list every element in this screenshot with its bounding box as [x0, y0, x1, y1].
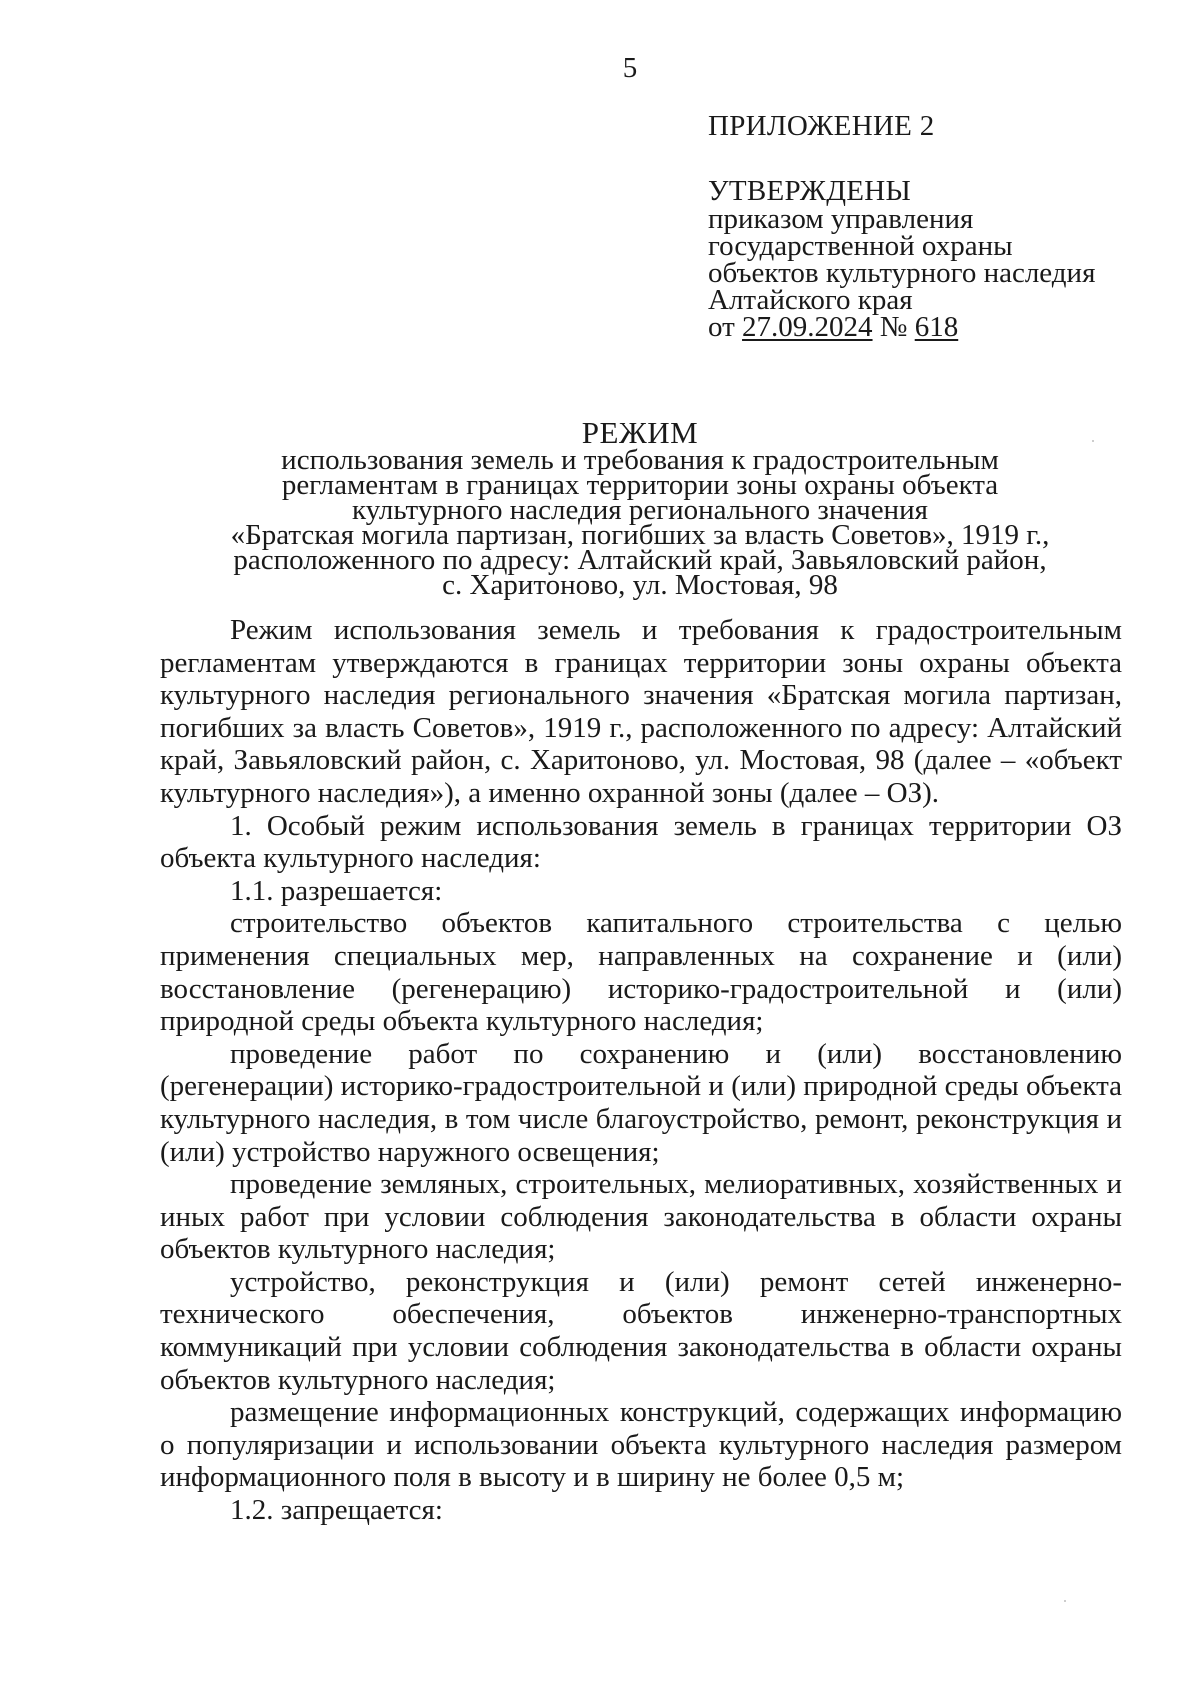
appendix-label: ПРИЛОЖЕНИЕ 2 — [708, 110, 935, 142]
approval-line: приказом управления — [708, 203, 974, 235]
intro-paragraph: Режим использования земель и требования к градостроительным регламентам утверждаются в границах территории зоны охраны объекта культурного наследия регионального значения «Братская могила партизан, погибших за власть Советов», 1919 г., расположенного по адресу: Алтайский край, Завьяловский район, с. Харитоново, ул. Мостовая, 98 (далее – «объект культурного наследия»), а именно охранной зоны (далее – ОЗ). — [160, 614, 1122, 809]
allowed-item: размещение информационных конструкций, содержащих информацию о популяризации и использовании объекта культурного наследия размером информационного поля в высоту и в ширину не более 0,5 м; — [160, 1396, 1122, 1494]
allowed-item: устройство, реконструкция и (или) ремонт сетей инженерно-технического обеспечения, объектов инженерно-транспортных коммуникаций при условии соблюдения законодательства в области охраны объектов культурного наследия; — [160, 1265, 1122, 1396]
approval-block — [708, 110, 1148, 341]
page-number: 5 — [622, 52, 638, 84]
title-line: с. Харитоново, ул. Мостовая, 98 — [442, 569, 838, 601]
approved-label: УТВЕРЖДЕНЫ — [708, 175, 912, 207]
title-line: культурного наследия регионального значения — [352, 494, 928, 526]
scan-speck — [1092, 440, 1094, 442]
section-1-1-heading: 1.1. разрешается: — [230, 874, 443, 907]
document-title — [160, 415, 1120, 601]
number-sign: № — [879, 311, 908, 343]
order-date: 27.09.2024 — [742, 311, 873, 343]
order-date-line — [708, 311, 1148, 343]
approval-line: объектов культурного наследия — [708, 257, 1096, 289]
date-prefix: от — [708, 311, 735, 343]
title-line: использования земель и требования к градостроительным — [281, 444, 999, 476]
order-number: 618 — [914, 311, 959, 343]
approval-line: Алтайского края — [708, 284, 913, 316]
title-line: регламентам в границах территории зоны охраны объекта — [281, 469, 999, 501]
allowed-item: строительство объектов капитального строительства с целью применения специальных мер, направленных на сохранение и (или) восстановление (регенерацию) историко-градостроительной и (или) природной среды объекта культурного наследия; — [160, 907, 1122, 1038]
title-line: «Братская могила партизан, погибших за власть Советов», 1919 г., — [230, 519, 1050, 551]
section-1-paragraph: 1. Особый режим использования земель в границах территории ОЗ объекта культурного наследия: — [160, 809, 1122, 875]
scan-speck — [1064, 1600, 1066, 1602]
title-line: расположенного по адресу: Алтайский край, Завьяловский район, — [233, 544, 1047, 576]
allowed-item: проведение земляных, строительных, мелиоративных, хозяйственных и иных работ при условии соблюдения законодательства в области охраны объектов культурного наследия; — [160, 1168, 1122, 1266]
allowed-item: проведение работ по сохранению и (или) восстановлению (регенерации) историко-градостроительной и (или) природной среды объекта культурного наследия, в том числе благоустройство, ремонт, реконструкция и (или) устройство наружного освещения; — [160, 1037, 1122, 1168]
title-heading: РЕЖИМ — [581, 415, 699, 450]
approval-line: государственной охраны — [708, 230, 1013, 262]
section-1-2-heading: 1.2. запрещается: — [230, 1494, 443, 1527]
document-body — [160, 614, 1122, 1527]
